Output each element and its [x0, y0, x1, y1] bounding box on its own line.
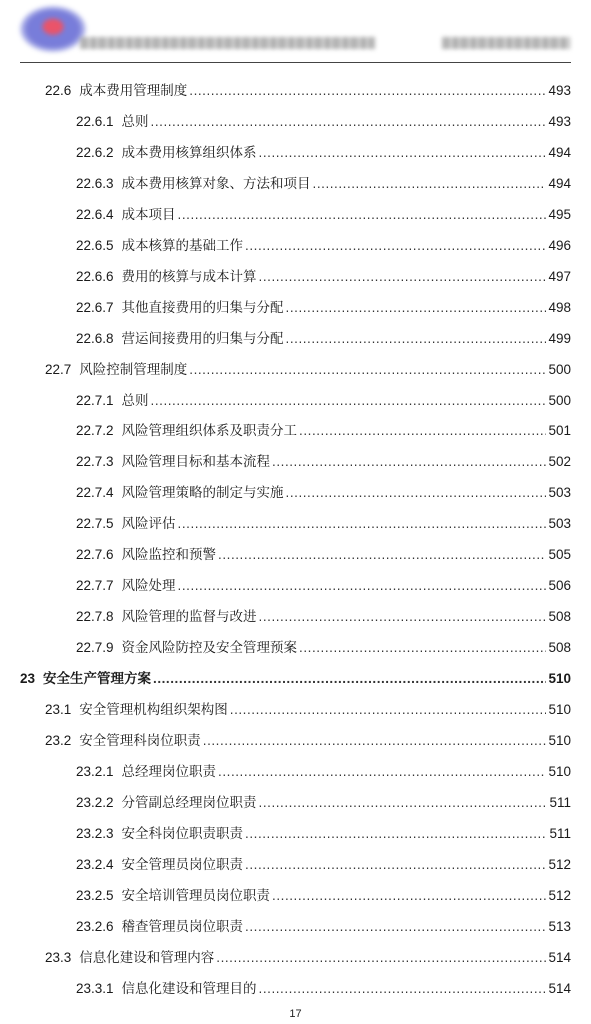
toc-leader-dots: [259, 793, 548, 813]
toc-entry-number: 23.2.1: [76, 764, 114, 779]
toc-entry[interactable]: [76, 607, 571, 627]
toc-entry-page: 514: [548, 950, 571, 965]
toc-entry-number: 23.2.3: [76, 826, 114, 841]
toc-entry-number: 23.1: [45, 702, 72, 717]
toc-entry-number: 22.6.8: [76, 331, 114, 346]
toc-entry-title: 成本费用管理制度: [79, 83, 188, 99]
toc-entry-number: 22.6: [45, 83, 72, 98]
toc-entry-page: 508: [548, 640, 571, 655]
toc-entry-title: 信息化建设和管理目的: [121, 981, 257, 997]
toc-entry[interactable]: [76, 638, 571, 658]
toc-leader-dots: [245, 236, 546, 256]
toc-entry-number: 23.2.6: [76, 919, 114, 934]
toc-entry[interactable]: [76, 576, 571, 596]
toc-entry-number: 22.6.4: [76, 207, 114, 222]
toc-entry[interactable]: [76, 143, 571, 163]
toc-entry-title: 安全生产管理方案: [43, 671, 152, 687]
toc-entry-title: 风险评估: [121, 516, 176, 532]
toc-leader-dots: [245, 824, 547, 844]
toc-entry-number: 23.2.4: [76, 857, 114, 872]
toc-entry-page: 512: [548, 888, 571, 903]
toc-entry[interactable]: [76, 514, 571, 534]
toc-leader-dots: [218, 545, 546, 565]
toc-leader-dots: [259, 143, 547, 163]
toc-entry-title: 风险控制管理制度: [79, 362, 188, 378]
toc-entry-title: 安全管理科岗位职责: [79, 733, 201, 749]
toc-entry[interactable]: [76, 452, 571, 472]
toc-entry-title: 成本费用核算对象、方法和项目: [121, 176, 311, 192]
toc-entry-number: 22.7: [45, 362, 72, 377]
toc-entry-number: 22.6.2: [76, 145, 114, 160]
company-logo-icon: [20, 6, 86, 52]
toc-entry-page: 511: [549, 826, 571, 841]
toc-entry[interactable]: [76, 917, 571, 937]
toc-entry-number: 23.3: [45, 950, 72, 965]
toc-leader-dots: [259, 267, 547, 287]
toc-entry-title: 风险监控和预警: [121, 547, 217, 563]
toc-entry-number: 23.2.2: [76, 795, 114, 810]
toc-entry-page: 502: [548, 454, 571, 469]
toc-entry-page: 500: [548, 362, 571, 377]
toc-entry-page: 506: [548, 578, 571, 593]
toc-entry[interactable]: [76, 545, 571, 565]
toc-entry-page: 510: [548, 764, 571, 779]
toc-entry[interactable]: [45, 948, 571, 968]
toc-entry[interactable]: [76, 267, 571, 287]
toc-entry-page: 503: [548, 485, 571, 500]
toc-entry[interactable]: [76, 236, 571, 256]
toc-entry[interactable]: [76, 174, 571, 194]
redacted-header-text: [80, 37, 375, 49]
toc-entry[interactable]: [76, 886, 571, 906]
toc-entry[interactable]: [76, 298, 571, 318]
toc-leader-dots: [178, 205, 547, 225]
toc-entry-page: 496: [548, 238, 571, 253]
toc-entry-number: 22.7.3: [76, 454, 114, 469]
toc-leader-dots: [178, 576, 547, 596]
toc-entry-title: 成本核算的基础工作: [121, 238, 244, 254]
toc-leader-dots: [203, 731, 547, 751]
toc-entry-title: 其他直接费用的归集与分配: [121, 300, 284, 316]
toc-leader-dots: [313, 174, 547, 194]
toc-entry-title: 风险管理目标和基本流程: [121, 454, 271, 470]
toc-leader-dots: [153, 669, 546, 689]
toc-entry-number: 22.7.7: [76, 578, 114, 593]
toc-entry-number: 22.7.9: [76, 640, 114, 655]
toc-entry-number: 22.7.4: [76, 485, 114, 500]
toc-entry-page: 495: [548, 207, 571, 222]
toc-entry-number: 22.7.5: [76, 516, 114, 531]
toc-entry[interactable]: [76, 824, 571, 844]
toc-entry[interactable]: [45, 731, 571, 751]
toc-entry-title: 风险处理: [121, 578, 176, 594]
toc-entry-title: 风险管理的监督与改进: [121, 609, 257, 625]
toc-entry[interactable]: [76, 391, 571, 411]
toc-entry[interactable]: [76, 483, 571, 503]
toc-leader-dots: [259, 979, 547, 999]
toc-entry-page: 497: [548, 269, 571, 284]
toc-entry-number: 22.6.6: [76, 269, 114, 284]
toc-entry-number: 22.7.8: [76, 609, 114, 624]
toc-leader-dots: [259, 607, 547, 627]
toc-entry-number: 22.6.5: [76, 238, 114, 253]
toc-entry-number: 22.6.1: [76, 114, 114, 129]
toc-entry-title: 风险管理组织体系及职责分工: [121, 423, 298, 439]
toc-entry-title: 安全管理员岗位职责: [121, 857, 244, 873]
toc-entry[interactable]: [76, 762, 571, 782]
toc-entry[interactable]: [45, 360, 571, 380]
redacted-header-text-right: [442, 37, 570, 49]
header-divider: [20, 62, 571, 63]
toc-entry-title: 信息化建设和管理内容: [79, 950, 215, 966]
toc-entry-title: 费用的核算与成本计算: [121, 269, 257, 285]
toc-entry-page: 511: [549, 795, 571, 810]
toc-entry-page: 513: [548, 919, 571, 934]
toc-entry[interactable]: [76, 979, 571, 999]
toc-leader-dots: [151, 391, 547, 411]
toc-leader-dots: [272, 452, 546, 472]
toc-entry-title: 成本项目: [121, 207, 176, 223]
toc-entry-title: 风险管理策略的制定与实施: [121, 485, 284, 501]
toc-leader-dots: [286, 329, 547, 349]
toc-entry-page: 493: [548, 114, 571, 129]
toc-entry-page: 510: [548, 702, 571, 717]
toc-entry-title: 安全科岗位职责职责: [121, 826, 244, 842]
toc-entry-page: 503: [548, 516, 571, 531]
toc-leader-dots: [189, 360, 546, 380]
toc-entry-number: 23.2.5: [76, 888, 114, 903]
toc-entry-title: 成本费用核算组织体系: [121, 145, 257, 161]
toc-entry-title: 安全培训管理员岗位职责: [121, 888, 271, 904]
toc-entry[interactable]: [76, 855, 571, 875]
toc-entry[interactable]: [76, 793, 571, 813]
toc-entry-number: 22.7.2: [76, 423, 114, 438]
toc-leader-dots: [272, 886, 546, 906]
toc-entry-number: 22.7.6: [76, 547, 114, 562]
toc-entry-number: 22.6.7: [76, 300, 114, 315]
toc-leader-dots: [151, 112, 547, 132]
toc-entry-number: 22.7.1: [76, 393, 114, 408]
toc-entry-number: 23: [20, 671, 36, 686]
toc-leader-dots: [216, 948, 546, 968]
toc-entry-page: 493: [548, 83, 571, 98]
toc-entry-title: 分管副总经理岗位职责: [121, 795, 257, 811]
toc-entry[interactable]: [76, 421, 571, 441]
toc-entry[interactable]: [45, 81, 571, 101]
toc-entry[interactable]: [20, 669, 571, 689]
toc-leader-dots: [178, 514, 547, 534]
toc-leader-dots: [230, 700, 547, 720]
toc-entry-title: 总经理岗位职责: [121, 764, 217, 780]
toc-leader-dots: [189, 81, 546, 101]
toc-entry-page: 512: [548, 857, 571, 872]
toc-leader-dots: [245, 855, 546, 875]
toc-entry-page: 499: [548, 331, 571, 346]
toc-leader-dots: [218, 762, 546, 782]
toc-leader-dots: [286, 298, 547, 318]
toc-leader-dots: [299, 638, 546, 658]
toc-entry-number: 22.6.3: [76, 176, 114, 191]
toc-entry-title: 稽查管理员岗位职责: [121, 919, 244, 935]
toc-entry-page: 510: [548, 733, 571, 748]
toc-entry-page: 501: [548, 423, 571, 438]
toc-entry-page: 508: [548, 609, 571, 624]
page-number: 17: [289, 1008, 302, 1020]
toc-entry-title: 安全管理机构组织架构图: [79, 702, 228, 718]
toc-leader-dots: [245, 917, 546, 937]
toc-entry-title: 总则: [121, 114, 149, 130]
toc-entry-page: 494: [548, 145, 571, 160]
toc-entry-page: 514: [548, 981, 571, 996]
toc-entry-title: 总则: [121, 393, 149, 409]
page-header: [0, 0, 591, 62]
toc-entry-page: 505: [548, 547, 571, 562]
toc-entry[interactable]: [76, 112, 571, 132]
toc-entry-number: 23.2: [45, 733, 72, 748]
toc-leader-dots: [299, 421, 546, 441]
toc-entry-page: 498: [548, 300, 571, 315]
toc-entry[interactable]: [76, 205, 571, 225]
toc-entry-page: 510: [548, 671, 571, 686]
toc-entry-page: 500: [548, 393, 571, 408]
toc-entry-number: 23.3.1: [76, 981, 114, 996]
toc-entry-title: 营运间接费用的归集与分配: [121, 331, 284, 347]
toc-entry[interactable]: [76, 329, 571, 349]
toc-leader-dots: [286, 483, 547, 503]
toc-entry[interactable]: [45, 700, 571, 720]
toc-entry-title: 资金风险防控及安全管理预案: [121, 640, 298, 656]
toc-entry-page: 494: [548, 176, 571, 191]
